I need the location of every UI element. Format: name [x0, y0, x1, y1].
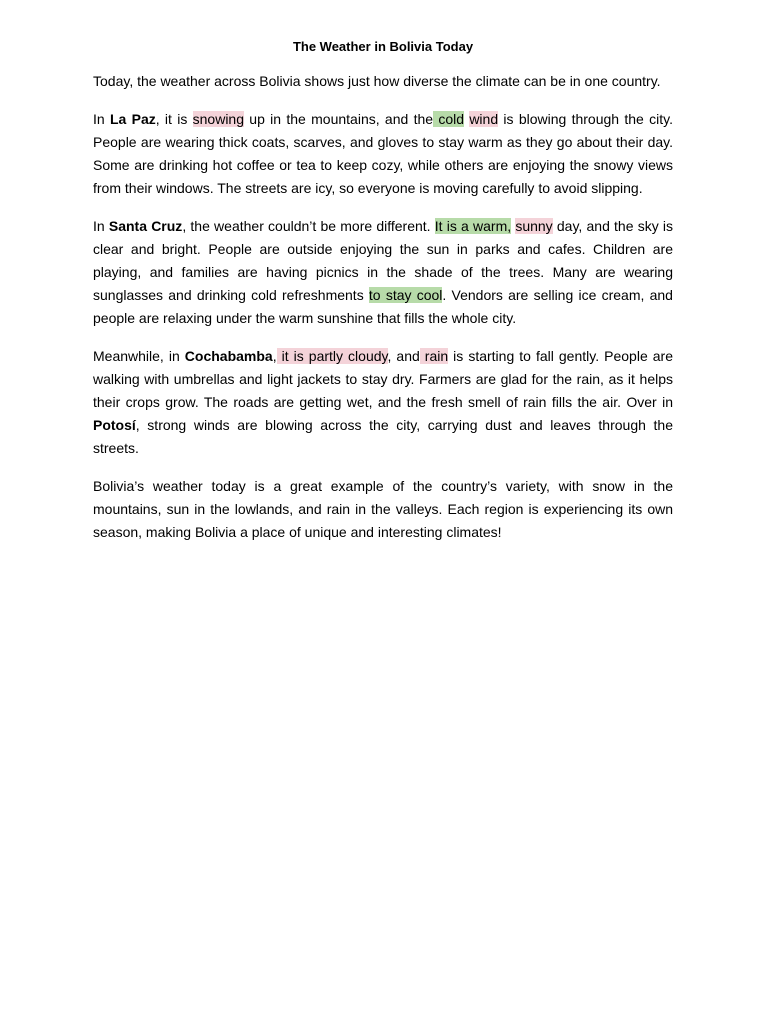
highlight-wind: wind	[469, 111, 499, 127]
la-paz-paragraph	[93, 108, 673, 200]
city-name-potosi: Potosí	[93, 417, 136, 433]
highlight-cold: cold	[433, 111, 465, 127]
highlight-rain: rain	[419, 348, 449, 364]
city-name-la-paz: La Paz	[109, 111, 156, 127]
document-title: The Weather in Bolivia Today	[292, 39, 474, 54]
text-run: is starting to fall gently. People are walking with umbrellas and light jackets to stay dry. Farmers are glad for the rain, as it helps their crops grow. The roads are getting wet, and the fresh smell of rain fills the air. Over in	[93, 348, 673, 410]
text-run: Meanwhile, in	[93, 348, 185, 364]
highlight-stay-cool: to stay cool	[368, 287, 443, 303]
city-name-cochabamba: Cochabamba	[184, 348, 273, 364]
text-run: is blowing through the city. People are wearing thick coats, scarves, and gloves to stay warm as they go about their day. Some are drinking hot coffee or tea to keep cozy, while others are enjoying the snowy views from their windows. The streets are icy, so everyone is moving carefully to avoid slipping.	[93, 111, 673, 196]
text-run: ,	[272, 348, 277, 364]
text-run: , it is	[155, 111, 193, 127]
highlight-sunny: sunny	[515, 218, 553, 234]
cochabamba-paragraph	[93, 345, 673, 460]
text-run: . Vendors are selling ice cream, and people are relaxing under the warm sunshine that fills the whole city.	[93, 287, 673, 326]
city-name-santa-cruz: Santa Cruz	[108, 218, 183, 234]
text-run: day, and the sky is clear and bright. People are outside enjoying the sun in parks and cafes. Children are playing, and families are having picnics in the shade of the trees. Many are wearing sunglasses and drinking cold refreshments	[93, 218, 673, 303]
document-page	[93, 38, 673, 559]
conclusion-paragraph: Bolivia’s weather today is a great example of the country’s variety, with snow in the mountains, sun in the lowlands, and rain in the valleys. Each region is experiencing its own season, making Bolivia a place of unique and interesting climates!	[93, 478, 673, 540]
text-run: In	[93, 111, 110, 127]
text-run: up in the mountains, and the	[244, 111, 434, 127]
highlight-snowing: snowing	[192, 111, 245, 127]
highlight-warm: It is a warm,	[434, 218, 512, 234]
text-run: , the weather couldn’t be more different.	[182, 218, 435, 234]
text-run: , strong winds are blowing across the city, carrying dust and leaves through the streets.	[93, 417, 673, 456]
highlight-partly-cloudy: it is partly cloudy	[276, 348, 388, 364]
intro-paragraph: Today, the weather across Bolivia shows just how diverse the climate can be in one country.	[93, 73, 661, 89]
santa-cruz-paragraph	[93, 215, 673, 330]
text-run: In	[93, 218, 109, 234]
text-run: , and	[387, 348, 420, 364]
